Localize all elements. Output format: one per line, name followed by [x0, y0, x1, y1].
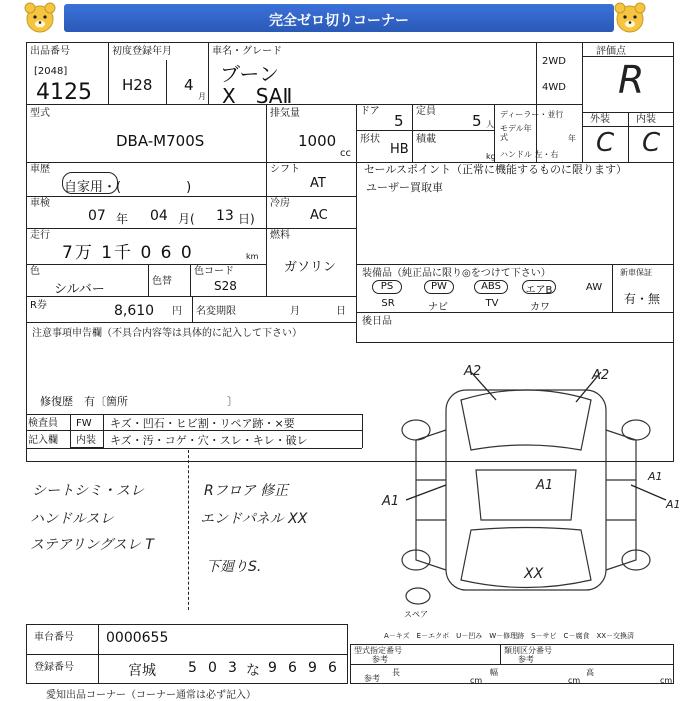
color-code-label: 色コード: [194, 266, 234, 277]
sales-point-value: ユーザー買取車: [366, 181, 443, 194]
score-int-label: 内装: [636, 114, 656, 125]
load-unit: kg: [486, 152, 496, 161]
warranty-value: 有・無: [624, 292, 661, 306]
chassis-value: 0000655: [106, 630, 169, 646]
plate-digit-2: 0: [208, 660, 217, 676]
r-ticket-unit: 円: [172, 306, 182, 317]
plate-digit-4: な: [246, 663, 260, 679]
capacity-value: 5: [472, 112, 482, 130]
equipment-label: 装備品（純正品に限り◎をつけて下さい）: [362, 268, 551, 279]
equip-airbag: エアB: [522, 280, 556, 294]
inspection-month: 04: [150, 208, 168, 224]
plate-digit-7: 9: [308, 660, 317, 676]
shift-value: AT: [310, 176, 326, 191]
fuel-value: ガソリン: [284, 260, 337, 275]
lot-sub: [2048]: [34, 66, 68, 77]
inspector-row1-label: 検査員: [28, 418, 58, 429]
equip-leather: カワ: [530, 302, 550, 313]
mark-a1-left: A1: [382, 494, 400, 509]
dim-hei-cm: cm: [660, 676, 673, 685]
equip-aw: AW: [585, 282, 603, 293]
inspection-day: 13: [216, 208, 234, 224]
sales-point-label: セールスポイント（正常に機能するものに限ります）: [364, 163, 628, 176]
ac-value: AC: [310, 208, 328, 223]
car-left-side: [416, 430, 446, 570]
hand-note-left-3: ステアリングスレ T: [30, 537, 154, 553]
car-body-outline: [446, 390, 606, 590]
plate-digit-6: 6: [288, 660, 297, 676]
first-reg-month-unit: 月: [198, 92, 206, 101]
score-label: 評価点: [596, 46, 626, 57]
mark-a1-center: A1: [536, 478, 554, 493]
wheel-fr: [622, 420, 650, 440]
doors-label: ドア: [360, 106, 380, 117]
mark-a1-rightlow: A1: [648, 470, 663, 483]
hand-note-right-2: エンドパネル XX: [200, 511, 308, 527]
notes-label: 注意事項申告欄（不具合内容等は具体的に記入して下さい）: [32, 328, 302, 339]
mileage-label: 走行: [30, 230, 50, 241]
equip-ps: PS: [372, 280, 402, 294]
displacement-unit: cc: [340, 148, 351, 159]
mark-xx: XX: [524, 566, 544, 582]
color-value: シルバー: [54, 282, 105, 297]
name-change-day: 日: [336, 306, 346, 317]
first-reg-month: 4: [184, 76, 194, 94]
hand-note-left-1: シートシミ・スレ: [32, 483, 144, 499]
r-ticket-value: 8,610: [114, 303, 155, 319]
name-change-label: 名変期限: [196, 306, 236, 317]
inspector-row2-prefix: 内装: [76, 435, 96, 446]
inspection-year: 07: [88, 208, 106, 224]
inspector-fw: FW: [76, 418, 92, 429]
inspection-label: 車検: [30, 198, 50, 209]
mascot-bear-icon-left: [22, 0, 58, 36]
mark-a2-left: A2: [464, 364, 482, 379]
equip-tv: TV: [485, 298, 499, 309]
car-hood: [461, 390, 591, 450]
form-label: 型式指定番号: [354, 646, 402, 655]
color-change-label: 色替: [152, 276, 172, 287]
plate-digit-3: 3: [228, 660, 237, 676]
chassis-label: 車台番号: [34, 632, 74, 643]
score-value: R: [618, 58, 645, 102]
color-label: 色: [30, 266, 40, 277]
model-value: DBA-M700S: [116, 132, 205, 150]
car-right-side: [606, 430, 636, 570]
r-ticket-label: R券: [30, 300, 47, 311]
load-label: 積載: [416, 134, 436, 145]
plate-pref: 宮城: [128, 663, 156, 679]
dim-wid-cm: cm: [568, 676, 581, 685]
bottom-corner-label: 愛知出品コーナー（コーナー通常は必ず記入）: [46, 690, 256, 701]
capacity-label: 定員: [416, 106, 436, 117]
shift-label: シフト: [270, 164, 300, 175]
fuel-label: 燃料: [270, 230, 290, 241]
capacity-unit: 人: [486, 120, 494, 129]
plate-digit-5: 9: [268, 660, 277, 676]
equip-navi: ナビ: [428, 302, 448, 313]
plate-digit-8: 6: [328, 660, 337, 676]
spare-wheel: [406, 588, 430, 604]
first-reg-year: H28: [122, 76, 153, 94]
score-ext-label: 外装: [590, 114, 610, 125]
mileage-value: 7万 1千 0 6 0: [62, 243, 194, 263]
hand-note-left-2: ハンドルスレ: [30, 511, 114, 527]
lot-label: 出品番号: [30, 46, 70, 57]
after-label: 後日品: [362, 316, 392, 327]
damage-legend: A－キズ E－エクボ U－凹み W－修理跡 S－サビ C－腐食 XX－交換済: [384, 632, 635, 640]
name-change-month: 月: [290, 306, 300, 317]
history-value: 自家用・( ): [64, 180, 192, 195]
dim-ref: 参考: [364, 674, 380, 683]
inspector-row2: キズ・汚・コゲ・穴・スレ・キレ・破レ: [110, 434, 308, 447]
class-ref: 参考: [518, 655, 534, 664]
car-roof: [476, 470, 576, 520]
mark-a2-right: A2: [592, 368, 610, 383]
model-year-unit: 年: [568, 134, 576, 143]
inspection-m-unit: 月(: [178, 212, 195, 226]
mascot-bear-icon-right: [612, 0, 648, 36]
hand-note-right-1: Rフロア 修正: [204, 483, 289, 499]
displacement-label: 排気量: [270, 108, 300, 119]
history-label: 車歴: [30, 164, 50, 175]
displacement-value: 1000: [298, 132, 337, 150]
color-code: S28: [214, 279, 237, 293]
notes-repair: 修復歴 有〔箇所 〕: [40, 395, 238, 408]
equip-abs: ABS: [474, 280, 508, 294]
door-line-right: [606, 480, 636, 520]
equip-sr: SR: [381, 298, 395, 309]
hand-note-right-3: 下廻りS.: [206, 559, 262, 575]
handle-label: ハンドル 左・右: [500, 150, 559, 159]
title-banner: [64, 4, 614, 32]
lot-number: 4125: [36, 80, 92, 105]
first-reg-label: 初度登録年月: [112, 46, 172, 57]
drive-4wd: 4WD: [542, 82, 566, 93]
form-ref: 参考: [372, 655, 388, 664]
dim-len-cm: cm: [470, 676, 483, 685]
inspection-y-unit: 年: [116, 212, 129, 226]
inspection-d-unit: 日): [238, 212, 255, 226]
score-int: C: [642, 128, 661, 158]
score-ext: C: [596, 128, 615, 158]
mark-a1-right: A1: [666, 498, 681, 511]
inspector-row2-label: 記入欄: [28, 435, 58, 446]
banner-title: 完全ゼロ切りコーナー: [269, 13, 409, 29]
dealer-label: ディーラー・並行: [500, 110, 564, 119]
spare-label: スペア: [404, 610, 428, 619]
inspector-row1: キズ・凹石・ヒビ割・リペア跡・×要: [110, 417, 295, 430]
dim-len: 長: [392, 668, 400, 677]
model-label: 型式: [30, 108, 50, 119]
mileage-unit: km: [246, 252, 259, 261]
plate-digit-1: 5: [188, 660, 197, 676]
ac-label: 冷房: [270, 198, 290, 209]
class-label: 類別区分番号: [504, 646, 552, 655]
shape-value: HB: [390, 142, 409, 157]
wheel-fl: [402, 420, 430, 440]
drive-2wd: 2WD: [542, 56, 566, 67]
doors-value: 5: [394, 112, 404, 130]
warranty-label: 新車保証: [620, 268, 652, 277]
car-label: 車名・グレード: [212, 46, 282, 57]
dim-wid: 幅: [490, 668, 498, 677]
shape-label: 形状: [360, 134, 380, 145]
history-circle: [62, 172, 118, 194]
model-year-label: モデル年式: [500, 124, 532, 142]
car-name: ブーン: [220, 62, 279, 86]
equip-pw: PW: [424, 280, 454, 294]
dim-hei: 高: [586, 668, 594, 677]
car-grade: X SAⅡ: [222, 84, 293, 108]
plate-label: 登録番号: [34, 662, 74, 673]
